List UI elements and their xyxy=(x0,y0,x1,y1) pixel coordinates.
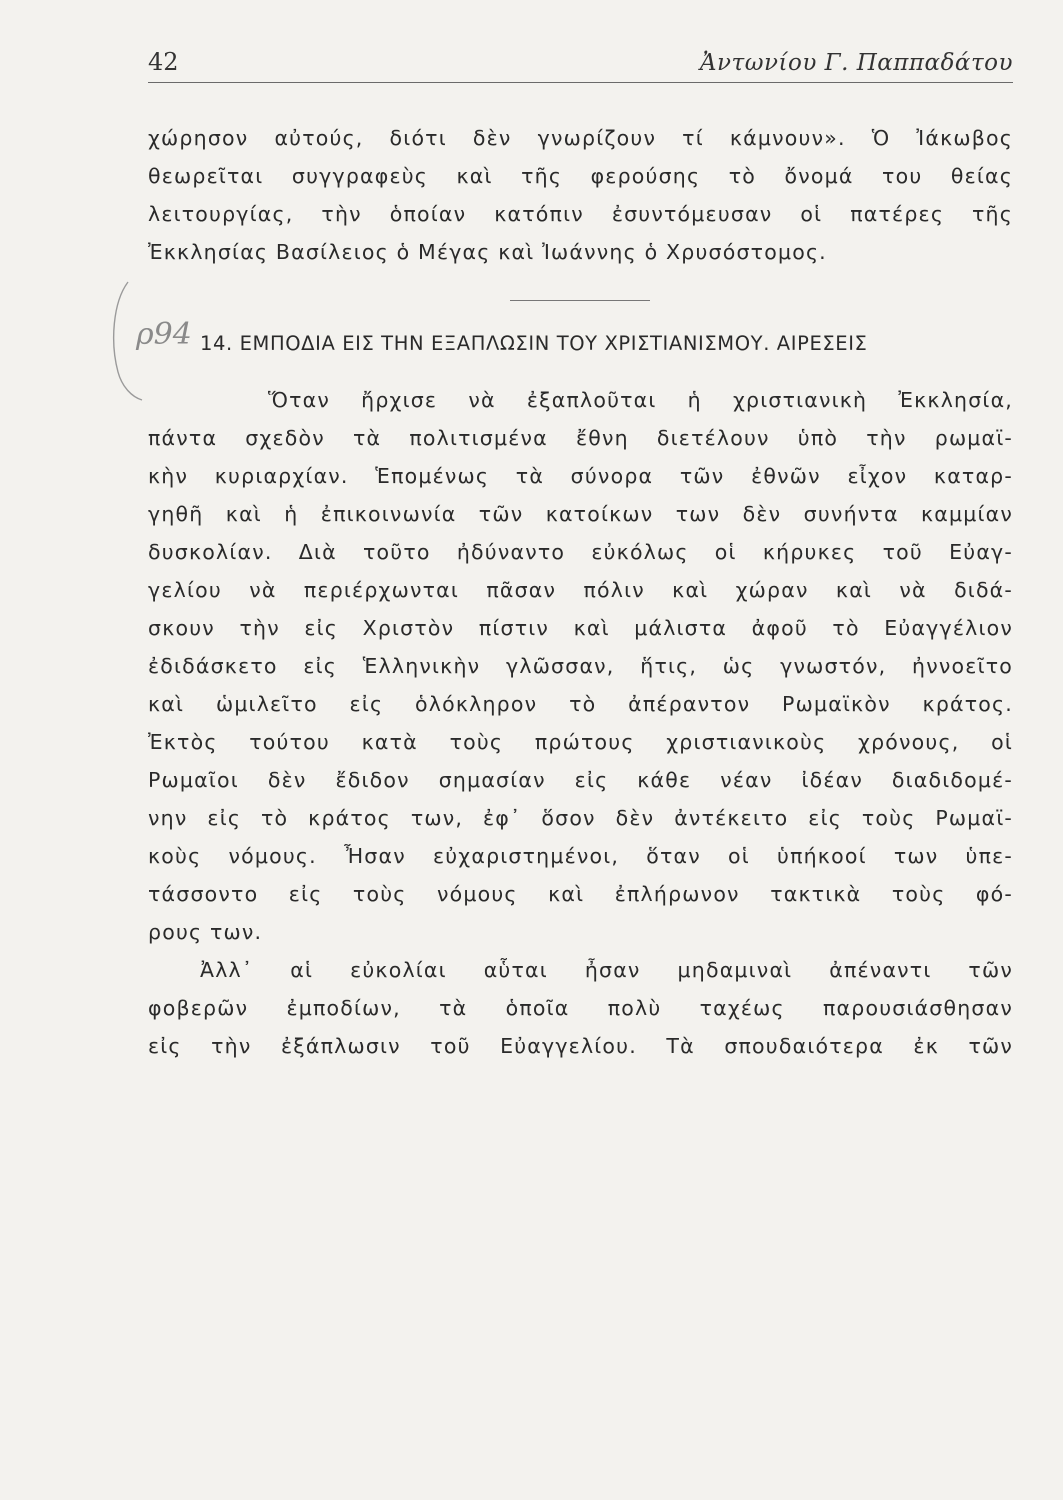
text-line: χώρησον αὐτούς, διότι δὲν γνωρίζουν τί κάμνουν». Ὁ Ἰάκωβος xyxy=(148,126,1013,150)
text-line: Ἐκτὸς τούτου κατὰ τοὺς πρώτους χριστιανικοὺς χρόνους, οἱ xyxy=(148,730,1013,754)
text-line: εἰς τὴν ἐξάπλωσιν τοῦ Εὐαγγελίου. Τὰ σπουδαιότερα ἐκ τῶν xyxy=(148,1034,1013,1058)
section-divider xyxy=(510,300,650,301)
text-line: σκουν τὴν εἰς Χριστὸν πίστιν καὶ μάλιστα ἀφοῦ τὸ Εὐαγγέλιον xyxy=(148,616,1013,640)
page-number: 42 xyxy=(148,48,179,76)
text-line: Ρωμαῖοι δὲν ἔδιδον σημασίαν εἰς κάθε νέαν ἰδέαν διαδιδομέ- xyxy=(148,768,1013,792)
running-title: Ἀντωνίου Γ. Παππαδάτου xyxy=(699,50,1013,76)
text-line: τάσσοντο εἰς τοὺς νόμους καὶ ἐπλήρωνον τακτικὰ τοὺς φό- xyxy=(148,882,1013,906)
text-line: γελίου νὰ περιέρχωνται πᾶσαν πόλιν καὶ χώραν καὶ νὰ διδά- xyxy=(148,578,1013,602)
text-line: νην εἰς τὸ κράτος των, ἐφ᾿ ὅσον δὲν ἀντέκειτο εἰς τοὺς Ρωμαϊ- xyxy=(148,806,1013,830)
text-line: κὴν κυριαρχίαν. Ἑπομένως τὰ σύνορα τῶν ἐθνῶν εἶχον καταρ- xyxy=(148,464,1013,488)
text-line: κοὺς νόμους. Ἦσαν εὐχαριστημένοι, ὅταν οἱ ὑπήκοοί των ὑπε- xyxy=(148,844,1013,868)
text-line: πάντα σχεδὸν τὰ πολιτισμένα ἔθνη διετέλουν ὑπὸ τὴν ρωμαϊ- xyxy=(148,426,1013,450)
running-header xyxy=(148,42,1013,83)
text-line: θεωρεῖται συγγραφεὺς καὶ τῆς φερούσης τὸ ὄνομά του θείας xyxy=(148,164,1013,188)
margin-annotation-text: ρ94 xyxy=(136,317,192,352)
text-line: Ἐκκλησίας Βασίλειος ὁ Μέγας καὶ Ἰωάννης ὁ Χρυσόστομος. xyxy=(148,240,827,264)
text-line: καὶ ὡμιλεῖτο εἰς ὁλόκληρον τὸ ἀπέραντον Ρωμαϊκὸν κράτος. xyxy=(148,692,1013,716)
text-line: ρους των. xyxy=(148,920,263,944)
text-line: δυσκολίαν. Διὰ τοῦτο ἠδύναντο εὐκόλως οἱ κήρυκες τοῦ Εὐαγ- xyxy=(148,540,1013,564)
section-heading: 14. ΕΜΠΟΔΙΑ ΕΙΣ ΤΗΝ ΕΞΑΠΛΩΣΙΝ ΤΟΥ ΧΡΙΣΤΙΑΝΙΣΜΟΥ. ΑΙΡΕΣΕΙΣ xyxy=(200,332,868,355)
text-line: ἐδιδάσκετο εἰς Ἑλληνικὴν γλῶσσαν, ἥτις, ὡς γνωστόν, ἠννοεῖτο xyxy=(148,654,1013,678)
text-line: φοβερῶν ἐμποδίων, τὰ ὁποῖα πολὺ ταχέως παρουσιάσθησαν xyxy=(148,996,1013,1020)
text-line: Ἀλλ᾿ αἱ εὐκολίαι αὗται ἦσαν μηδαμιναὶ ἀπέναντι τῶν xyxy=(200,958,1013,982)
text-line: λειτουργίας, τὴν ὁποίαν κατόπιν ἐσυντόμευσαν οἱ πατέρες τῆς xyxy=(148,202,1013,226)
text-line: γηθῆ καὶ ἡ ἐπικοινωνία τῶν κατοίκων των δὲν συνήντα καμμίαν xyxy=(148,502,1013,526)
text-line: Ὅταν ἤρχισε νὰ ἐξαπλοῦται ἡ χριστιανικὴ Ἐκκλησία, xyxy=(268,388,1013,412)
